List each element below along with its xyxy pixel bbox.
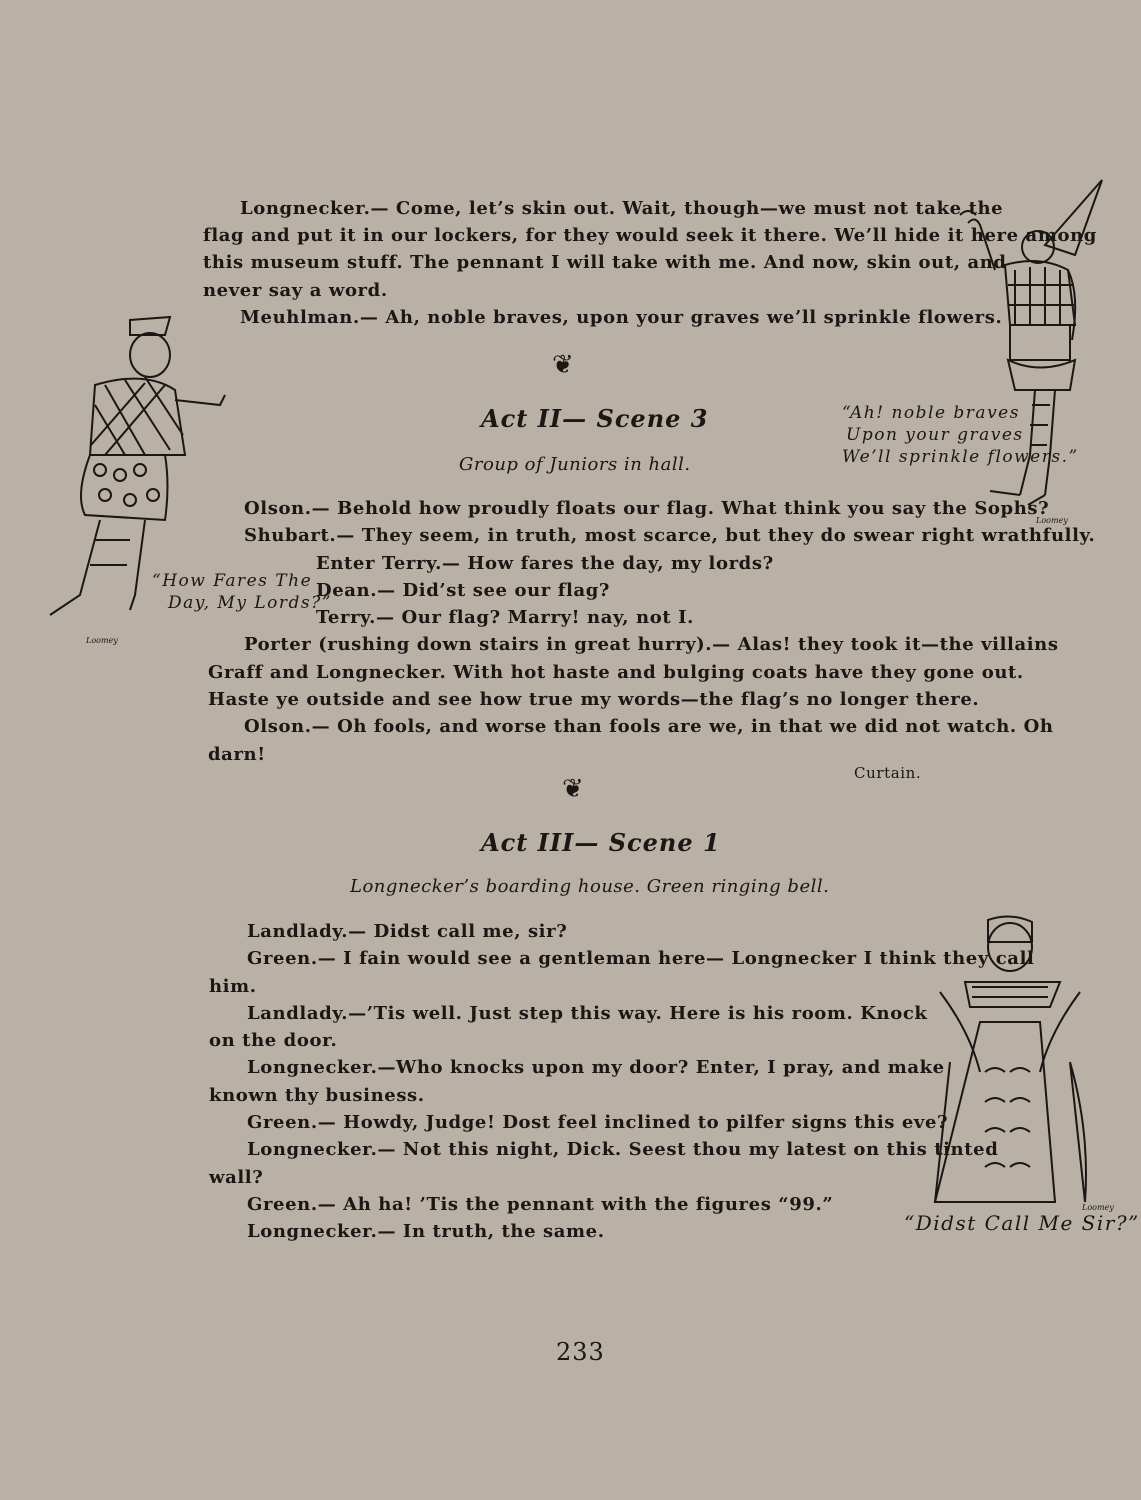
text-line: Meuhlman.— Ah, noble braves, upon your graves we’ll sprinkle flowers. xyxy=(240,307,1003,328)
text-line: Shubart.— They seem, in truth, most scarce, but they do swear right wrathfully. xyxy=(244,525,1096,546)
text-line: Graff and Longnecker. With hot haste and bulging coats have they gone out. xyxy=(208,662,1024,683)
caption-line: “Ah! noble braves xyxy=(842,403,1020,423)
text-line: wall? xyxy=(209,1167,264,1188)
artist-signature: Loomey xyxy=(1036,516,1068,525)
text-line: Terry.— Our flag? Marry! nay, not I. xyxy=(316,607,694,628)
act-heading: Act II— Scene 3 xyxy=(481,404,709,433)
text-line: on the door. xyxy=(209,1030,338,1051)
text-line: Olson.— Behold how proudly floats our flag. What think you say the Sophs? xyxy=(244,498,1050,519)
artist-signature: Loomey xyxy=(86,636,118,645)
text-line: him. xyxy=(209,976,257,997)
text-line: Haste ye outside and see how true my words—the flag’s no longer there. xyxy=(208,689,980,710)
text-line: darn! xyxy=(208,744,266,765)
caption-line: We’ll sprinkle flowers.” xyxy=(842,447,1079,467)
act-heading: Act III— Scene 1 xyxy=(481,828,721,857)
text-line: this museum stuff. The pennant I will take with me. And now, skin out, and xyxy=(203,252,1007,273)
text-line: Porter (rushing down stairs in great hurry).— Alas! they took it—the villains xyxy=(244,634,1059,655)
text-line: Longnecker.— In truth, the same. xyxy=(247,1221,605,1242)
text-line: flag and put it in our lockers, for they would seek it there. We’ll hide it here among xyxy=(203,225,1097,246)
caption-line: “How Fares The xyxy=(152,571,313,591)
text-line: Landlady.—’Tis well. Just step this way. Here is his room. Knock xyxy=(247,1003,928,1024)
scene-description: Longnecker’s boarding house. Green ringing bell. xyxy=(350,876,830,897)
caption-line: Day, My Lords?” xyxy=(168,593,332,613)
illustration-caption xyxy=(152,570,332,614)
text-line: Green.— Ah ha! ’Tis the pennant with the figures “99.” xyxy=(247,1194,834,1215)
fleuron-ornament: ❦ xyxy=(562,774,584,804)
jester-illustration xyxy=(950,175,1110,525)
illustration-caption xyxy=(842,402,1079,468)
text-line: Green.— Howdy, Judge! Dost feel inclined to pilfer signs this eve? xyxy=(247,1112,949,1133)
text-line: Longnecker.— Come, let’s skin out. Wait, though—we must not take the xyxy=(240,198,1004,219)
text-line: Longnecker.—Who knocks upon my door? Enter, I pray, and make xyxy=(247,1057,945,1078)
landlady-illustration xyxy=(910,912,1090,1212)
caption-line: Upon your graves xyxy=(846,425,1024,445)
curtain-note: Curtain. xyxy=(854,764,922,782)
text-line: Olson.— Oh fools, and worse than fools are we, in that we did not watch. Oh xyxy=(244,716,1054,737)
page-number: 233 xyxy=(556,1338,605,1366)
scene-description: Group of Juniors in hall. xyxy=(459,454,691,475)
caption-line: “Didst Call Me Sir?” xyxy=(904,1211,1140,1235)
text-line: Longnecker.— Not this night, Dick. Seest thou my latest on this tinted xyxy=(247,1139,999,1160)
text-line: Green.— I fain would see a gentleman here— Longnecker I think they call xyxy=(247,948,1035,969)
text-line: never say a word. xyxy=(203,280,388,301)
text-line: known thy business. xyxy=(209,1085,425,1106)
illustration-caption xyxy=(904,1212,1140,1234)
artist-signature: Loomey xyxy=(1082,1203,1114,1212)
text-line: Dean.— Did’st see our flag? xyxy=(316,580,611,601)
fleuron-ornament: ❦ xyxy=(552,350,574,380)
text-line: Landlady.— Didst call me, sir? xyxy=(247,921,568,942)
text-line: Enter Terry.— How fares the day, my lords? xyxy=(316,553,774,574)
